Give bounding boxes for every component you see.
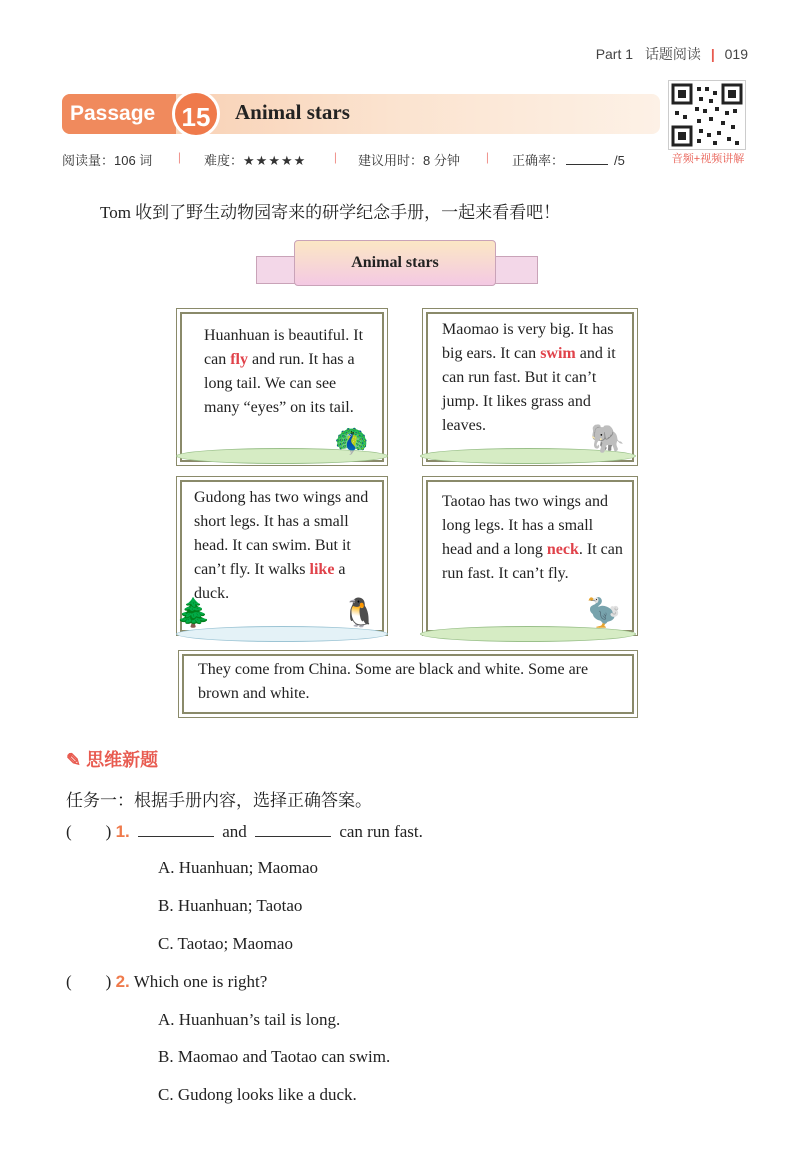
difficulty-label: 难度：	[204, 153, 244, 168]
option-b[interactable]: B. Maomao and Taotao can swim.	[158, 1047, 391, 1066]
answer-blank[interactable]	[138, 822, 214, 837]
passage-number: 15	[172, 90, 220, 138]
meta-divider: |	[486, 149, 489, 164]
card-text: Taotao has two wings and long legs. It has a small head and a long neck. It can run fast. It can’t fly.	[442, 493, 623, 582]
footer-text: They come from China. Some are black and white. Some are brown and white.	[198, 661, 589, 702]
suggested-time: 建议用时：8 分钟	[358, 153, 460, 168]
option-b[interactable]: B. Huanhuan; Taotao	[158, 896, 303, 915]
accuracy-total: /5	[614, 153, 625, 168]
accuracy-blank[interactable]	[566, 150, 608, 165]
difficulty	[204, 150, 306, 169]
section-label: 话题阅读	[644, 46, 701, 62]
answer-paren[interactable]: ( )	[66, 822, 112, 841]
meta-divider: |	[178, 149, 181, 164]
page-number: 019	[724, 46, 748, 62]
highlight-word: neck	[546, 541, 579, 558]
section-title: ✎ 思维新题	[66, 750, 159, 770]
handbook-title: Animal stars	[294, 240, 496, 286]
task-instruction: 任务一：根据手册内容，选择正确答案。	[66, 791, 372, 810]
option-a[interactable]: A. Huanhuan; Maomao	[158, 858, 319, 877]
card-footer	[182, 654, 634, 714]
difficulty-stars-icon: ★★★★★	[243, 153, 307, 168]
option-c[interactable]: C. Taotao; Maomao	[158, 934, 293, 953]
highlight-word: like	[309, 561, 335, 578]
qr-code-icon[interactable]	[668, 80, 746, 150]
card-text: Huanhuan is beautiful. It can fly and run. It has a long tail. We can see many “eyes” on its tail.	[204, 327, 364, 416]
question-1: ( ) 1. and can run fast.	[66, 822, 423, 841]
ostrich-icon: 🦤	[586, 598, 621, 629]
pine-tree-icon: 🌲	[176, 598, 211, 629]
penguin-icon: 🐧	[342, 598, 377, 629]
passage-title: Animal stars	[235, 100, 350, 124]
option-c[interactable]: C. Gudong looks like a duck.	[158, 1085, 357, 1104]
qr-caption: 音频+视频讲解	[671, 153, 745, 165]
question-number: 1.	[115, 822, 130, 841]
intro-text: Tom 收到了野生动物园寄来的研学纪念手册，一起来看看吧！	[100, 203, 561, 222]
header-divider: |	[710, 46, 715, 62]
card-text: Gudong has two wings and short legs. It has a small head. It can swim. But it can’t fly. It walks like a duck.	[194, 489, 369, 602]
question-number: 2.	[115, 972, 130, 991]
highlight-word: fly	[230, 351, 248, 368]
accuracy	[512, 150, 625, 169]
meta-divider: |	[334, 149, 337, 164]
answer-paren[interactable]: ( )	[66, 972, 112, 991]
accuracy-label: 正确率：	[512, 153, 565, 168]
page-header	[596, 44, 748, 64]
word-count: 阅读量：106 词	[62, 153, 153, 168]
answer-blank[interactable]	[255, 822, 331, 837]
card-text: Maomao is very big. It has big ears. It can swim and it can run fast. But it can’t jump. It likes grass and leaves.	[442, 321, 616, 434]
question-2: ( ) 2. Which one is right?	[66, 972, 268, 991]
peacock-icon: 🦚	[334, 426, 369, 457]
highlight-word: swim	[540, 345, 576, 362]
option-a[interactable]: A. Huanhuan’s tail is long.	[158, 1010, 341, 1029]
part-label: Part 1	[595, 46, 634, 62]
leaf-icon: ✎	[66, 750, 82, 770]
elephant-icon: 🐘	[590, 424, 625, 455]
passage-label: Passage	[62, 94, 176, 134]
